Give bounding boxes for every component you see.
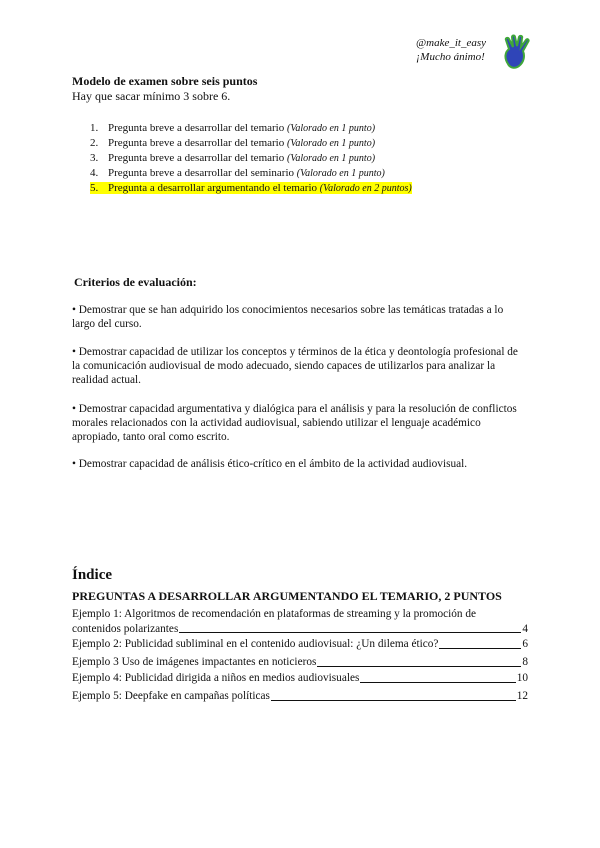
criteria-item: • Demostrar capacidad de utilizar los conceptos y términos de la ética y deontología profesional de la comunicación audiovisual de modo adecuado, siendo capaces de utilizarlos para analizar la realidad actual. bbox=[72, 346, 518, 386]
toc-entry[interactable] bbox=[72, 671, 528, 686]
exam-model-subtitle: Hay que sacar mínimo 3 sobre 6. bbox=[72, 89, 231, 103]
question-text: Pregunta breve a desarrollar del temario bbox=[108, 152, 285, 164]
question-number: 1. bbox=[90, 122, 99, 134]
toc-page-number: 6 bbox=[522, 638, 528, 650]
hand-icon bbox=[500, 34, 534, 70]
index-subtitle: PREGUNTAS A DESARROLLAR ARGUMENTANDO EL TEMARIO, 2 PUNTOS bbox=[72, 589, 502, 603]
question-item bbox=[90, 151, 412, 166]
toc-entry[interactable] bbox=[72, 655, 528, 670]
toc-leader bbox=[271, 700, 516, 701]
cheer-text: ¡Mucho ánimo! bbox=[416, 51, 485, 63]
toc-entry[interactable] bbox=[72, 637, 528, 652]
toc-entry-title: Ejemplo 5: Deepfake en campañas políticas bbox=[72, 690, 270, 702]
question-item bbox=[90, 136, 412, 151]
question-points: (Valorado en 1 punto) bbox=[286, 138, 376, 149]
corner-note bbox=[416, 36, 486, 64]
question-item-highlighted bbox=[90, 181, 412, 196]
question-text: Pregunta breve a desarrollar del seminario bbox=[108, 167, 295, 179]
question-text: Pregunta a desarrollar argumentando el temario bbox=[108, 182, 318, 194]
toc-page-number: 4 bbox=[522, 622, 528, 635]
question-number: 5. bbox=[90, 182, 99, 194]
toc-page-number: 12 bbox=[516, 690, 528, 702]
toc-entry-title: Ejemplo 2: Publicidad subliminal en el contenido audiovisual: ¿Un dilema ético? bbox=[72, 638, 439, 650]
question-points: (Valorado en 1 punto) bbox=[296, 168, 385, 179]
toc-entry-title: Ejemplo 3 Uso de imágenes impactantes en noticieros bbox=[72, 656, 317, 668]
criteria-item: • Demostrar capacidad argumentativa y dialógica para el análisis y para la resolución de conflictos morales relacionados con la actividad audiovisual, sabiendo utilizar el lenguaje académico apropiado, tanto oral como escrito. bbox=[72, 403, 517, 443]
question-number: 3. bbox=[90, 152, 99, 164]
toc-entry[interactable] bbox=[72, 689, 528, 704]
criteria-item: • Demostrar capacidad de análisis ético-crítico en el ámbito de la actividad audiovisual. bbox=[72, 458, 468, 470]
index-title: Índice bbox=[72, 567, 113, 583]
toc-entry-title: Ejemplo 1: Algoritmos de recomendación en plataformas de streaming y la promoción de bbox=[72, 608, 477, 620]
criteria-title: Criterios de evaluación: bbox=[74, 275, 197, 289]
toc-leader bbox=[317, 666, 521, 667]
toc-page-number: 8 bbox=[522, 656, 528, 668]
toc-leader bbox=[179, 632, 521, 633]
question-points: (Valorado en 1 punto) bbox=[286, 123, 376, 134]
question-list bbox=[90, 121, 412, 196]
question-item bbox=[90, 166, 412, 181]
toc-page-number: 10 bbox=[516, 672, 528, 684]
question-number: 2. bbox=[90, 137, 99, 149]
toc-entry-title-cont: contenidos polarizantes bbox=[72, 622, 179, 635]
toc-entry[interactable] bbox=[72, 607, 528, 636]
criteria-item: • Demostrar que se han adquirido los conocimientos necesarios sobre las temáticas tratadas a lo largo del curso. bbox=[72, 304, 504, 330]
toc-entry-title: Ejemplo 4: Publicidad dirigida a niños en medios audiovisuales bbox=[72, 672, 360, 684]
author-handle: @make_it_easy bbox=[416, 37, 486, 49]
question-points: (Valorado en 2 puntos) bbox=[319, 183, 412, 194]
toc-leader bbox=[439, 648, 521, 649]
question-points: (Valorado en 1 punto) bbox=[286, 153, 376, 164]
question-text: Pregunta breve a desarrollar del temario bbox=[108, 122, 285, 134]
exam-model-title: Modelo de examen sobre seis puntos bbox=[72, 74, 258, 88]
question-item bbox=[90, 121, 412, 136]
question-text: Pregunta breve a desarrollar del temario bbox=[108, 137, 285, 149]
question-number: 4. bbox=[90, 167, 99, 179]
toc-leader bbox=[360, 682, 515, 683]
